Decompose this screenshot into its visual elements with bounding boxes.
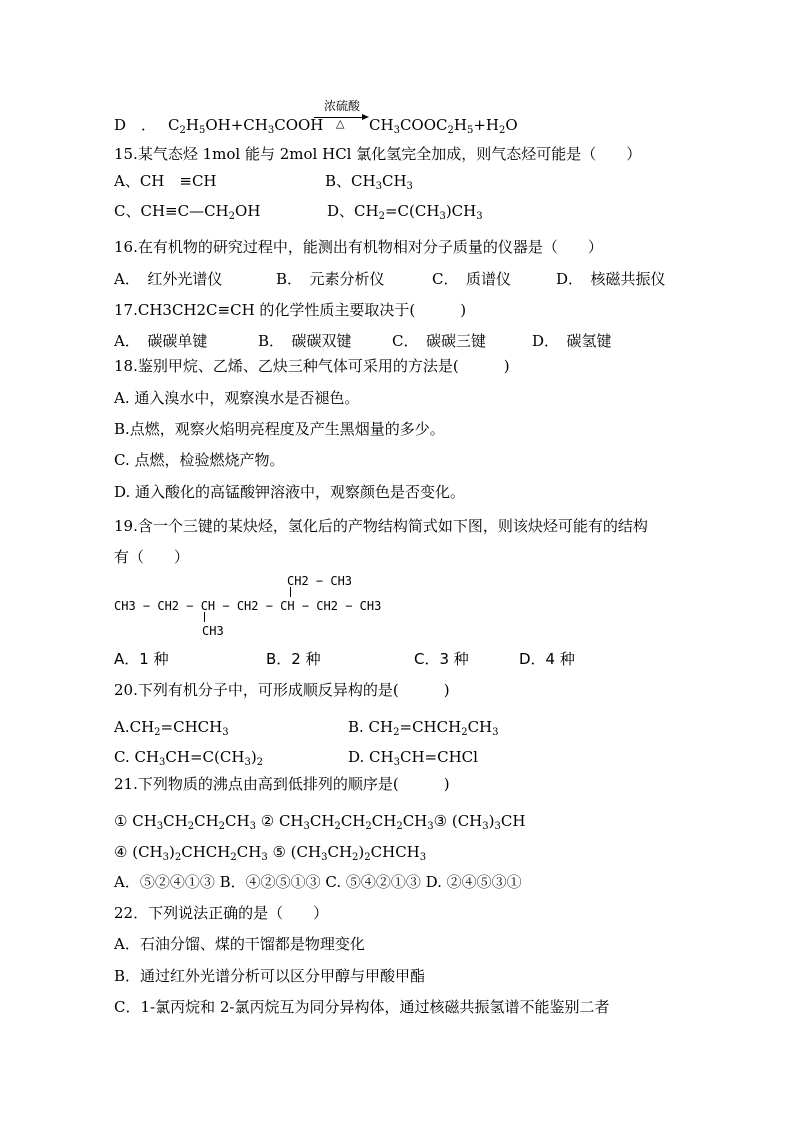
reaction-d-lhs (168, 116, 323, 134)
question-19-stem-line-2: 有（ ） (114, 548, 190, 566)
text: ① CH (114, 812, 157, 830)
subscript: 3 (419, 852, 427, 863)
subscript: 3 (159, 757, 166, 768)
text: COOC (399, 116, 448, 134)
q22-option-a: A．石油分馏、煤的干馏都是物理变化 (114, 935, 365, 953)
text: CH=CHCl (399, 748, 478, 766)
text: CH (309, 812, 335, 830)
subscript: 2 (187, 821, 195, 832)
question-18-stem: 18.鉴别甲烷、乙烯、乙炔三种气体可采用的方法是( ) (114, 357, 510, 375)
question-15-stem: 15.某气态烃 1mol 能与 2mol HCl 氯化氢完全加成，则气态烃可能是（ ） (114, 145, 642, 163)
text: D、CH (327, 202, 379, 220)
text: ) (250, 748, 257, 766)
subscript: 3 (321, 852, 328, 863)
subscript: 3 (406, 181, 413, 192)
text: +H (473, 116, 499, 134)
text: ② CH (255, 812, 304, 830)
question-19-stem-line-1: 19.含一个三键的某炔烃，氢化后的产物结构简式如下图，则该炔烃可能有的结构 (114, 517, 648, 535)
text: ) (488, 812, 495, 830)
arrow-head-icon (362, 114, 369, 120)
structure-main-chain: CH3 − CH2 − CH − CH2 − CH − CH2 − CH3 (114, 599, 382, 613)
subscript: 3 (482, 821, 489, 832)
subscript: 5 (198, 125, 206, 136)
text: O (505, 116, 518, 134)
text: CH (236, 843, 262, 861)
subscript: 2 (256, 757, 264, 768)
question-22-stem: 22．下列说法正确的是（ ） (114, 904, 329, 922)
q17-option-b: B． 碳碳双键 (258, 332, 352, 350)
text: CH (500, 812, 526, 830)
q19-option-d: D．4 种 (519, 650, 575, 668)
structure-bottom-group: CH3 (202, 624, 224, 638)
text: CH (369, 116, 394, 134)
text: ) (169, 843, 175, 861)
subscript: 3 (375, 181, 382, 192)
subscript: 3 (261, 852, 268, 863)
q17-option-c: C． 碳碳三键 (392, 332, 486, 350)
text: OH+CH (205, 116, 268, 134)
question-20-stem: 20.下列有机分子中，可形成顺反异构的是( ) (114, 681, 450, 699)
text: C (168, 116, 180, 134)
subscript: 2 (499, 125, 506, 136)
question-16-stem: 16.在有机物的研究过程中，能测出有机物相对分子质量的仪器是（ ） (114, 238, 603, 256)
subscript: 2 (352, 852, 359, 863)
subscript: 3 (249, 821, 256, 832)
q21-compounds-line-2 (114, 843, 426, 861)
subscript: 2 (364, 852, 371, 863)
text: CH (340, 812, 366, 830)
q15-option-a: A、CH ≡CH (114, 172, 217, 190)
text: CH (371, 812, 397, 830)
subscript: 3 (393, 757, 400, 768)
subscript: 3 (492, 727, 499, 738)
subscript: 3 (303, 821, 310, 832)
option-label: D ． (114, 116, 157, 134)
q18-option-d: D. 通入酸化的高锰酸钾溶液中，观察颜色是否变化。 (114, 483, 466, 501)
subscript: 3 (162, 852, 170, 863)
q16-option-b: B． 元素分析仪 (276, 270, 385, 288)
structure-top-group: CH2 − CH3 (287, 574, 353, 588)
text: ) (358, 843, 365, 861)
structure-bond (290, 587, 291, 597)
text: D. CH (348, 748, 394, 766)
q21-options: A．⑤②④①③ B．④②⑤①③ C. ⑤④②①③ D. ②④⑤③① (114, 873, 522, 891)
reaction-condition-top: 浓硫酸 (324, 99, 361, 113)
subscript: 2 (461, 727, 468, 738)
text: A.CH (114, 718, 155, 736)
subscript: 2 (179, 125, 186, 136)
text: )CH (445, 202, 477, 220)
q18-option-a: A. 通入溴水中，观察溴水是否褪色。 (114, 389, 360, 407)
text: C、CH≡C—CH (114, 202, 229, 220)
q20-option-a (114, 718, 229, 736)
q15-option-c (114, 202, 260, 220)
subscript: 2 (334, 821, 341, 832)
q20-option-c (114, 748, 263, 766)
subscript: 2 (396, 821, 403, 832)
text: ④ (CH (114, 843, 163, 861)
q18-option-b: B.点燃，观察火焰明亮程度及产生黑烟量的多少。 (114, 420, 445, 438)
q20-option-b (348, 718, 499, 736)
text: ⑤ (CH (267, 843, 322, 861)
q15-option-b (325, 172, 413, 190)
reaction-d-rhs (369, 116, 518, 134)
subscript: 2 (393, 727, 400, 738)
text: CH (163, 812, 188, 830)
subscript: 2 (447, 125, 454, 136)
text: CHCH (181, 843, 231, 861)
text: CH=C(CH (165, 748, 245, 766)
text: CH (381, 172, 407, 190)
subscript: 3 (267, 125, 275, 136)
text: COOH (274, 116, 324, 134)
subscript: 2 (218, 821, 226, 832)
text: CH (467, 718, 493, 736)
subscript: 3 (439, 211, 446, 222)
text: =CHCH (399, 718, 462, 736)
text: CH (327, 843, 353, 861)
text: =C(CH (384, 202, 440, 220)
q16-option-c: C． 质谱仪 (432, 270, 511, 288)
q15-option-d (327, 202, 483, 220)
text: CH (402, 812, 428, 830)
subscript: 3 (222, 727, 229, 738)
q16-option-d: D． 核磁共振仪 (556, 270, 666, 288)
question-21-stem: 21.下列物质的沸点由高到低排列的顺序是( ) (114, 775, 450, 793)
subscript: 2 (154, 727, 161, 738)
q19-option-b: B．2 种 (266, 650, 321, 668)
q22-option-c: C．1-氯丙烷和 2-氯丙烷互为同分异构体，通过核磁共振氢谱不能鉴别二者 (114, 998, 610, 1016)
q20-option-d (348, 748, 478, 766)
q21-compounds-line-1 (114, 812, 525, 830)
subscript: 3 (427, 821, 434, 832)
q19-option-a: A．1 种 (114, 650, 169, 668)
reaction-condition-bottom: △ (336, 117, 345, 130)
text: B、CH (325, 172, 376, 190)
text: CHCH (370, 843, 420, 861)
text: H (453, 116, 467, 134)
text: ③ (CH (433, 812, 483, 830)
subscript: 3 (476, 211, 483, 222)
q22-option-b: B．通过红外光谱分析可以区分甲醇与甲酸甲酯 (114, 967, 426, 985)
subscript: 2 (174, 852, 182, 863)
text: OH (235, 202, 261, 220)
subscript: 3 (393, 125, 400, 136)
q18-option-c: C. 点燃，检验燃烧产物。 (114, 451, 285, 469)
text: CH (225, 812, 250, 830)
subscript: 2 (378, 211, 385, 222)
text: =CHCH (160, 718, 223, 736)
subscript: 2 (228, 211, 236, 222)
text: B. CH (348, 718, 394, 736)
q16-option-a: A． 红外光谱仪 (114, 270, 223, 288)
subscript: 3 (494, 821, 501, 832)
structure-bond (204, 612, 205, 622)
subscript: 2 (230, 852, 237, 863)
text: C. CH (114, 748, 160, 766)
subscript: 5 (466, 125, 474, 136)
reaction-d-line (114, 116, 156, 134)
text: CH (194, 812, 219, 830)
q17-option-d: D． 碳氢键 (532, 332, 612, 350)
question-17-stem: 17.CH3CH2C≡CH 的化学性质主要取决于( ) (114, 301, 467, 319)
subscript: 3 (156, 821, 164, 832)
q17-option-a: A． 碳碳单键 (114, 332, 208, 350)
q19-option-c: C．3 种 (414, 650, 469, 668)
subscript: 3 (244, 757, 251, 768)
subscript: 2 (365, 821, 372, 832)
text: H (185, 116, 199, 134)
